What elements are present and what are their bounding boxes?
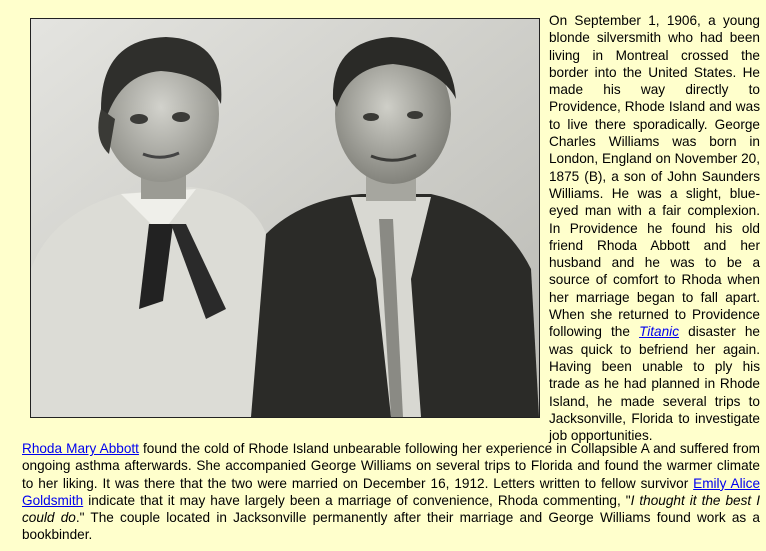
bottom-text-2: indicate that it may have largely been a marriage of convenience, Rhoda commenting, " bbox=[83, 492, 631, 508]
side-text-after-link: disaster he was quick to befriend her again. Having been unable to ply his trade as he had planned in Rhode Island, he made several trips to Jacksonville, Florida to investigate job opportunities. bbox=[549, 324, 760, 444]
portrait-photo-icon bbox=[31, 19, 539, 417]
titanic-link[interactable]: Titanic bbox=[639, 324, 679, 340]
bottom-text-3: ." The couple located in Jacksonville permanently after their marriage and George Williams found work as a bookbinder. bbox=[22, 510, 760, 543]
side-paragraph bbox=[549, 12, 760, 444]
rhoda-mary-abbott-link[interactable]: Rhoda Mary Abbott bbox=[22, 441, 139, 456]
bottom-paragraph bbox=[22, 440, 760, 544]
couple-portrait-photo bbox=[30, 18, 540, 418]
emily-alice-goldsmith-link[interactable]: Emily Alice Goldsmith bbox=[22, 475, 761, 508]
bottom-text-1: found the cold of Rhode Island unbearable following her experience in Collapsible A and suffered from ongoing asthma afterwards. She accompanied George Williams on several trips to Florida and found the warmer climate to her liking. It was there that the two were married on December 16, 1912. Letters written to fellow survivor bbox=[22, 441, 760, 491]
side-text-before-link: On September 1, 1906, a young blonde silversmith who had been living in Montreal crossed the border into the United States. He made his way directly to Providence, Rhode Island and was to live there sporadically. George Charles Williams was born in London, England on November 20, 1875 (B), a son of John Saunders Williams. He was a slight, blue-eyed man with a fair complexion. In Providence he found his old friend Rhoda Abbott and her husband and he was to be a source of comfort to Rhoda when her marriage began to fall apart. When she returned to Providence following the bbox=[549, 13, 760, 340]
quote-italic: I thought it the best I could do bbox=[22, 492, 760, 526]
